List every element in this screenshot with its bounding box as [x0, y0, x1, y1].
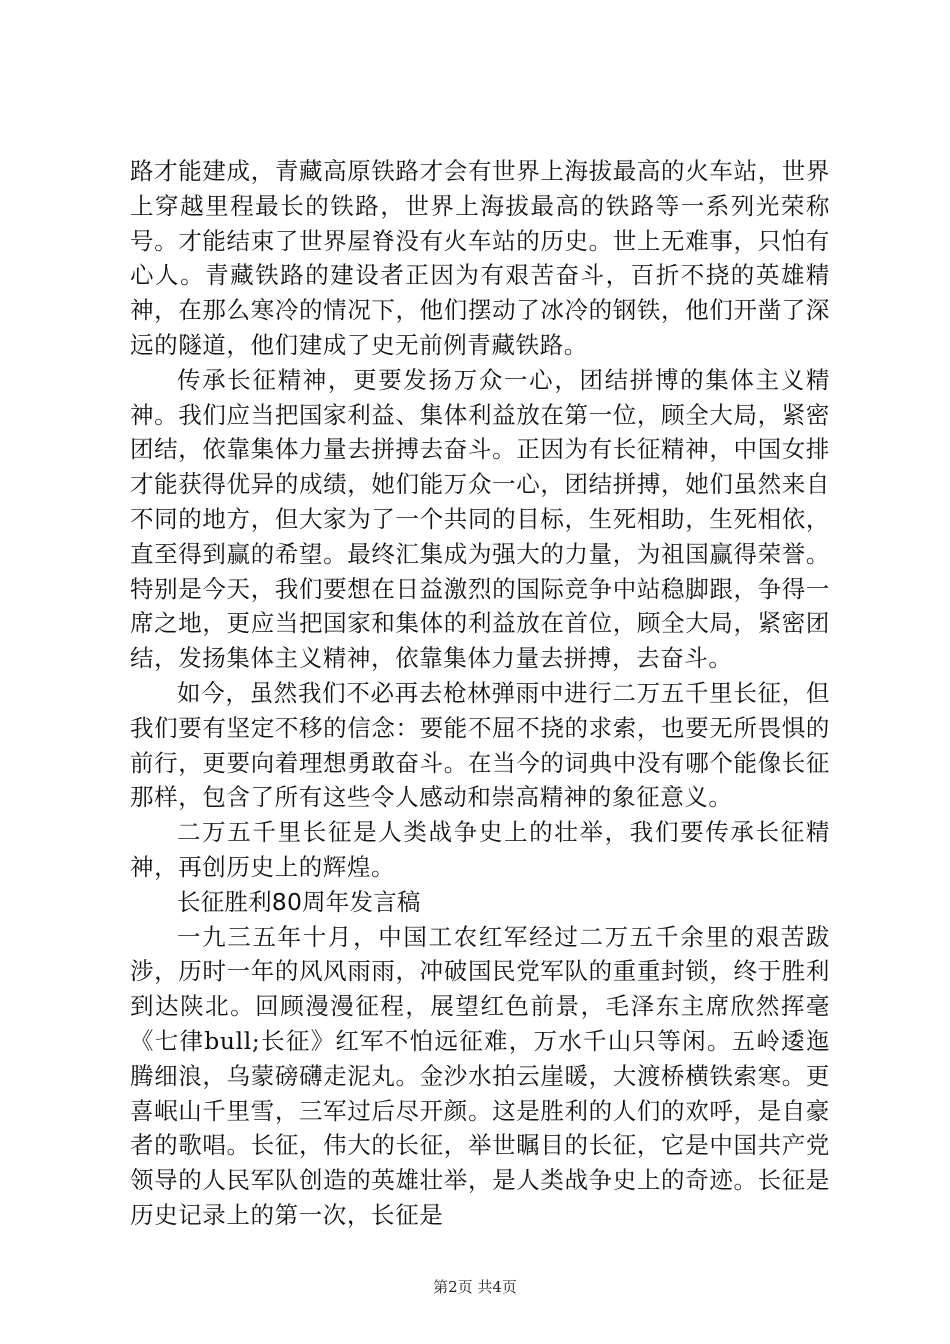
body-paragraph: 二万五千里长征是人类战争史上的壮举，我们要传承长征精神，再创历史上的辉煌。 [130, 818, 830, 881]
body-paragraph: 一九三五年十月，中国工农红军经过二万五千余里的艰苦跋涉，历时一年的风风雨雨，冲破国民党军队的重重封锁，终于胜利到达陕北。回顾漫漫征程，展望红色前景，毛泽东主席欣然挥毫《七律bull;长征》红军不怕远征难，万水千山只等闲。五岭逶迤腾细浪，乌蒙磅礴走泥丸。金沙水拍云崖暖，大渡桥横铁索寒。更喜岷山千里雪，三军过后尽开颜。这是胜利的人们的欢呼，是自豪者的歌唱。长征，伟大的长征，举世瞩目的长征，它是中国共产党领导的人民军队创造的英雄壮举，是人类战争史上的奇迹。长征是历史记录上的第一次，长征是 [130, 922, 830, 1229]
document-body [130, 154, 830, 1233]
section-title: 长征胜利80周年发言稿 [177, 887, 421, 916]
page-number-footer: 第2页 共4页 [433, 1278, 517, 1296]
body-paragraph: 如今，虽然我们不必再去枪林弹雨中进行二万五千里长征，但我们要有坚定不移的信念：要能不屈不挠的求索，也要无所畏惧的前行，更要向着理想勇敢奋斗。在当今的词典中没有哪个能像长征那样，包含了所有这些令人感动和崇高精神的象征意义。 [130, 678, 830, 812]
body-paragraph: 传承长征精神，更要发扬万众一心，团结拼博的集体主义精神。我们应当把国家利益、集体利益放在第一位，顾全大局，紧密团结，依靠集体力量去拼搏去奋斗。正因为有长征精神，中国女排才能获得优异的成绩，她们能万众一心，团结拼搏，她们虽然来自不同的地方，但大家为了一个共同的目标，生死相助，生死相依，直至得到赢的希望。最终汇集成为强大的力量，为祖国赢得荣誉。特别是今天，我们要想在日益激烈的国际竞争中站稳脚跟，争得一席之地，更应当把国家和集体的利益放在首位，顾全大局，紧密团结，发扬集体主义精神，依靠集体力量去拼搏，去奋斗。 [130, 365, 830, 673]
body-paragraph-continued: 路才能建成，青藏高原铁路才会有世界上海拔最高的火车站，世界上穿越里程最长的铁路，世界上海拔最高的铁路等一系列光荣称号。才能结束了世界屋脊没有火车站的历史。世上无难事，只怕有心人。青藏铁路的建设者正因为有艰苦奋斗，百折不挠的英雄精神，在那么寒冷的情况下，他们摆动了冰冷的钢铁，他们开凿了深远的隧道，他们建成了史无前例青藏铁路。 [130, 157, 830, 359]
